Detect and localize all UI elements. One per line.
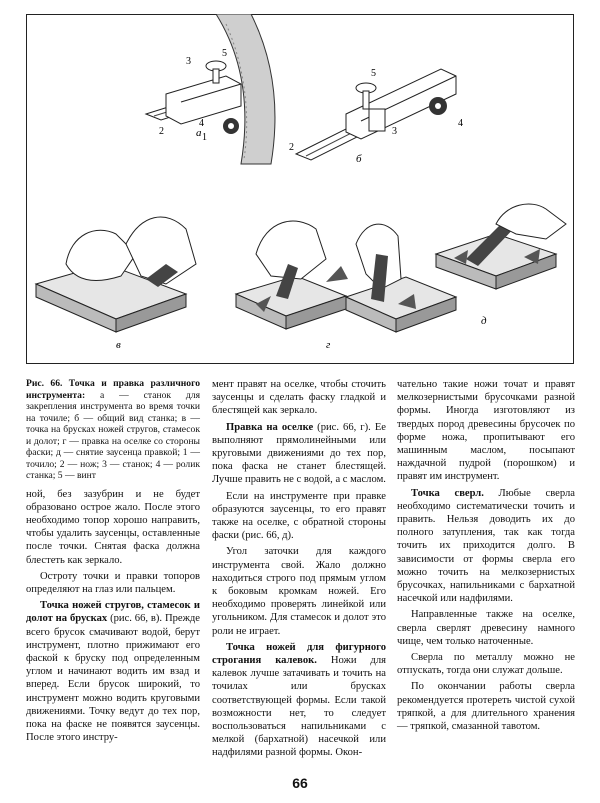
label-v: в (116, 339, 121, 351)
section-heading: Точка ножей для фигурного строгания калевок. (212, 641, 386, 667)
paragraph-with-heading (26, 599, 200, 744)
panel-v-stone-sharpening (36, 217, 196, 332)
label-2-a: 2 (159, 126, 164, 137)
caption-title: Рис. 66. Точка и правка различного инструмента: (26, 378, 200, 401)
paragraph-with-heading (212, 421, 386, 487)
figure-caption (26, 378, 200, 482)
paragraph: чательно такие ножи точат и правят мелкозернистыми брусочками разной формы. Иногда изготовляют из твердых пород древесины брусочек по форме ножа, пропитывают его машинным маслом, посыпают наждачной пудрой (порошком) и правят им инструмент. (397, 379, 575, 483)
paragraph-text: Ножи для калевок лучше затачивать и точить на точилах или брусках соответствующей формы. Если такой возможности нет, то следует воспользоваться напильниками с мелкой (бархатной) насечкой или надфилями разной формы. Окон- (212, 655, 386, 759)
label-4-a: 4 (199, 118, 204, 129)
figure-illustration (26, 14, 574, 364)
paragraph: ной, без зазубрин и не будет образовано острое жало. После этого необходимо топор хорошо направить, чтобы удалить заусенцы, оставленные после точки. Снятая фаска должна блестеть как зеркало. (26, 488, 200, 566)
panel-b-jig-overview (296, 69, 456, 160)
label-b: б (356, 153, 362, 165)
paragraph-text: (рис. 66, в). Прежде всего брусок смачивают водой, берут инструмент, плотно прижимают его фаской к бруску под определенным углом и начинают водить им взад и вперед. Если брусок широкий, то инструмент можно водить круговыми движениями. Точку ведут до тех пор, пока на фаске не появятся заусенцы. После этого инстру- (26, 613, 201, 744)
section-heading: Точка ножей стругов, стамесок и долот на брусках (26, 600, 200, 625)
label-4-b: 4 (458, 118, 463, 129)
label-3-a: 3 (186, 56, 191, 67)
paragraph: Угол заточки для каждого инструмента свой. Жало должно находиться строго под прямым углом к боковым кромкам ножей. Его необходимо проверять линейкой или угольником. Для стамесок и долот это роли не играет. (212, 546, 386, 637)
paragraph: Сверла по металлу можно не отпускать, тогда они служат дольше. (397, 652, 575, 677)
paragraph-text: (рис. 66, г). Ее выполняют прямолинейными или круговыми движениями до тех пор, пока фаска не станет блестящей. Лучше править не с водой, а с маслом. (212, 421, 387, 486)
section-heading: Точка сверл. (411, 487, 484, 499)
label-a: а (196, 127, 202, 139)
page-number: 66 (292, 775, 308, 791)
label-5-b: 5 (371, 68, 376, 79)
paragraph-with-heading (212, 641, 386, 760)
label-5-a: 5 (222, 48, 227, 59)
label-g: г (326, 339, 331, 351)
label-2-b: 2 (289, 142, 294, 153)
paragraph-with-heading (397, 487, 575, 606)
paragraph: мент правят на оселке, чтобы сточить заусенцы и сделать фаску гладкой и блестящей как зеркало. (212, 379, 386, 417)
label-1-a: 1 (202, 132, 207, 143)
panel-g-honing (236, 221, 348, 329)
panel-g-honing-alt (346, 224, 456, 332)
caption-body: а — станок для закрепления инструмента во время точки на точиле; б — общий вид станка; в — точка на брусках ножей стругов, стамесок и долот; г — правка на оселке со стороны фаски; д — снятие заусенца правкой; 1 — точило; 2 — нож; 3 — станок; 4 — ролик станка; 5 — винт (26, 389, 200, 481)
text-column-2 (212, 378, 386, 763)
figure-66 (26, 14, 574, 364)
text-column-1 (26, 378, 200, 747)
paragraph: Направленные также на оселке, сверла сверлят древесину намного чище, чем только наточенные. (397, 609, 575, 647)
label-3-b: 3 (392, 126, 397, 137)
paragraph-text: Любые сверла необходимо систематически точить и править. Нельзя доводить их до полного затупления, так как тогда точить их приходится долго. В зависимости от формы сверла его можно точить на мелкозернистых брусочках, напильниками с бархатной насечкой или надфилями. (397, 487, 575, 605)
panel-d-burr-removal (436, 204, 566, 289)
panel-a-sharpening-jig (146, 14, 275, 164)
text-column-3 (397, 378, 575, 736)
section-heading: Правка на оселке (226, 421, 314, 433)
paragraph: По окончании работы сверла рекомендуется протереть чистой сухой тряпкой, а для длительного хранения — тряпкой, смазанной тавотом. (397, 681, 575, 733)
paragraph: Если на инструменте при правке образуются заусенцы, то его правят также на оселке, с обратной стороны фаски (рис. 66, д). (212, 490, 386, 542)
paragraph: Остроту точки и правки топоров определяют на глаз или пальцем. (26, 570, 200, 595)
label-d: д (481, 315, 487, 327)
